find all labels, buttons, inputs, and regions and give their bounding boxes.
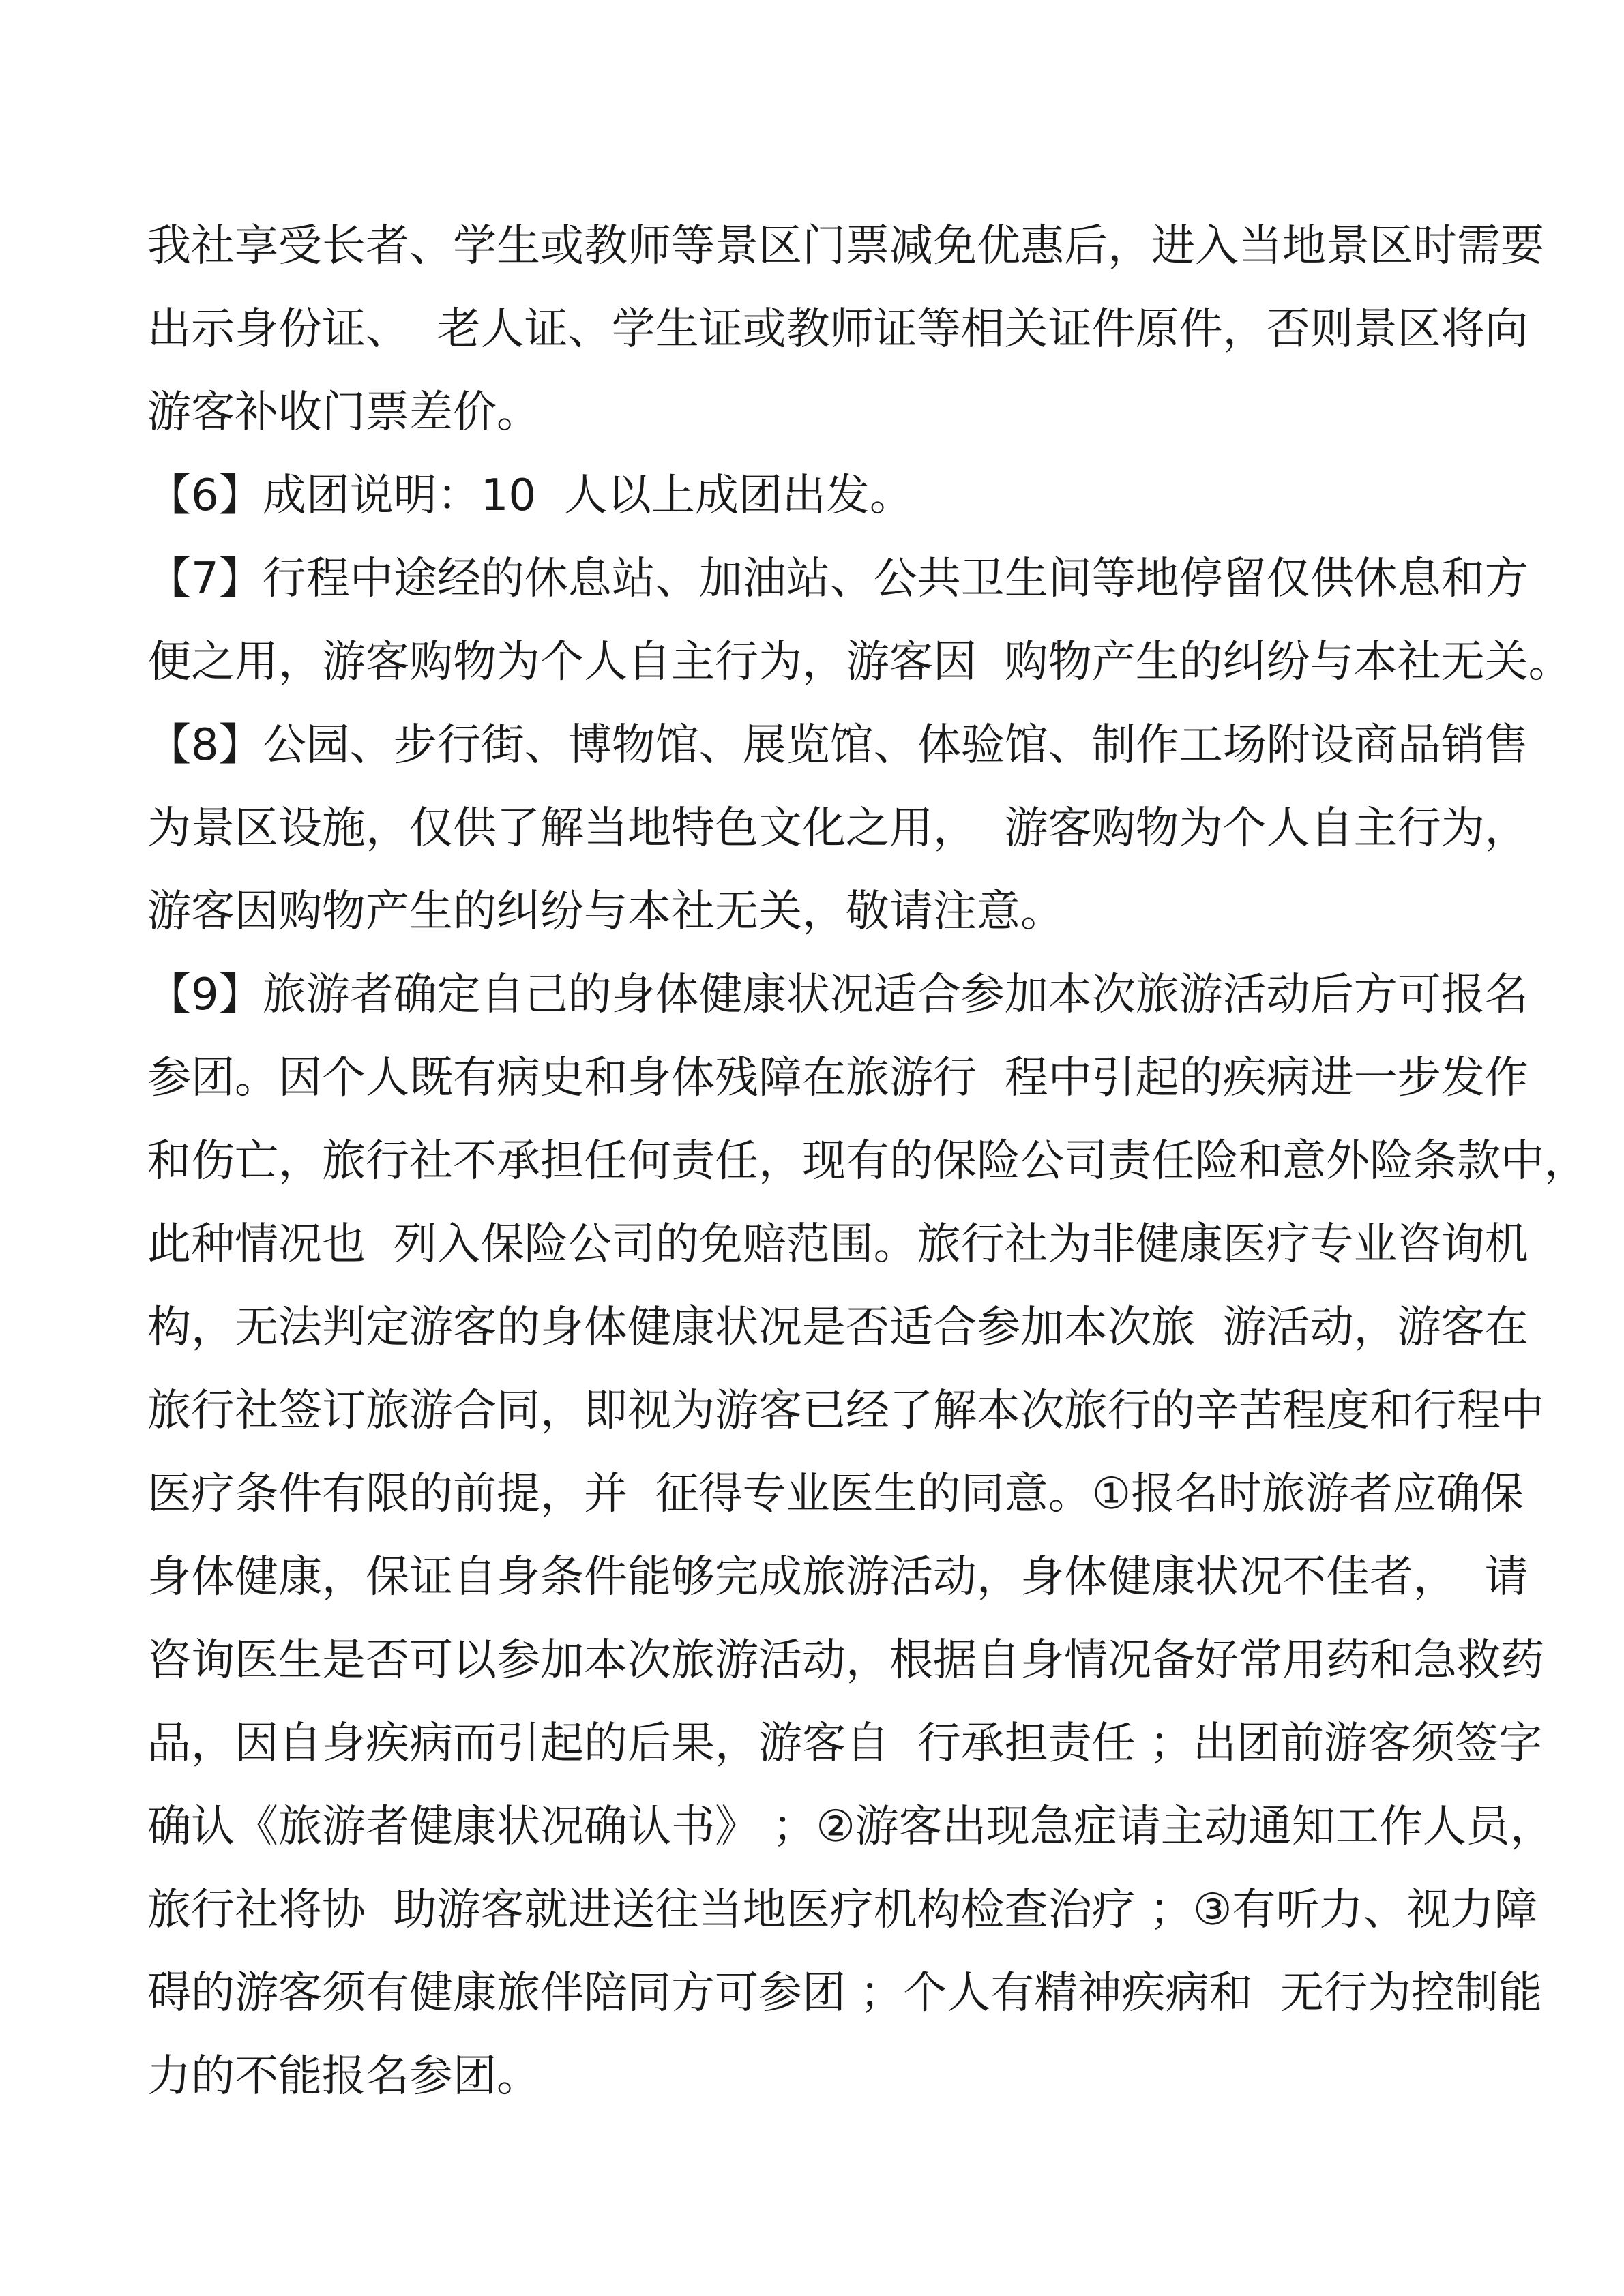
text-line: 出示身份证、 老人证、学生证或教师证等相关证件原件，否则景区将向 <box>147 304 1529 355</box>
text-line: 构，无法判定游客的身体健康状况是否适合参加本次旅 游活动，游客在 <box>147 1302 1529 1353</box>
document-body <box>147 205 1588 2118</box>
text-line: 游客因购物产生的纠纷与本社无关，敬请注意。 <box>147 886 1064 937</box>
text-line: 【9】旅游者确定自己的身体健康状况适合参加本次旅游活动后方可报名 <box>147 970 1529 1020</box>
text-line: 为景区设施，仅供了解当地特色文化之用， 游客购物为个人自主行为， <box>147 803 1529 854</box>
text-line: 【8】公园、步行街、博物馆、展览馆、体验馆、制作工场附设商品销售 <box>147 720 1529 771</box>
text-line: 【7】行程中途经的休息站、加油站、公共卫生间等地停留仅供休息和方 <box>147 554 1529 604</box>
text-line: 力的不能报名参团。 <box>147 2051 540 2102</box>
text-line: 便之用，游客购物为个人自主行为，游客因 购物产生的纠纷与本社无关。 <box>147 637 1572 687</box>
text-line: 游客补收门票差价。 <box>147 387 540 438</box>
text-line: 品，因自身疾病而引起的后果，游客自 行承担责任 ；出团前游客须签字 <box>147 1718 1543 1769</box>
text-line: 旅行社签订旅游合同，即视为游客已经了解本次旅行的辛苦程度和行程中 <box>147 1386 1544 1436</box>
text-line: 我社享受长者、学生或教师等景区门票减免优惠后，进入当地景区时需要 <box>147 221 1544 271</box>
text-line: 碍的游客须有健康旅伴陪同方可参团 ；个人有精神疾病和 无行为控制能 <box>147 1968 1543 2018</box>
text-line: 确认《旅游者健康状况确认书》 ；②游客出现急症请主动通知工作人员， <box>147 1802 1554 1852</box>
text-line: 咨询医生是否可以参加本次旅游活动，根据自身情况备好常用药和急救药 <box>147 1635 1544 1686</box>
text-line: 和伤亡，旅行社不承担任何责任，现有的保险公司责任险和意外险条款中， <box>147 1136 1588 1187</box>
text-line: 医疗条件有限的前提，并 征得专业医生的同意。①报名时旅游者应确保 <box>147 1469 1524 1519</box>
text-line: 参团。因个人既有病史和身体残障在旅游行 程中引起的疾病进一步发作 <box>147 1053 1529 1103</box>
text-line: 身体健康，保证自身条件能够完成旅游活动，身体健康状况不佳者， 请 <box>147 1552 1529 1602</box>
text-line: 此种情况也 列入保险公司的免赔范围。旅行社为非健康医疗专业咨询机 <box>147 1219 1529 1270</box>
text-line: 旅行社将协 助游客就进送往当地医疗机构检查治疗 ；③有听力、视力障 <box>147 1885 1538 1935</box>
text-line: 【6】成团说明：10 人以上成团出发。 <box>147 471 913 521</box>
